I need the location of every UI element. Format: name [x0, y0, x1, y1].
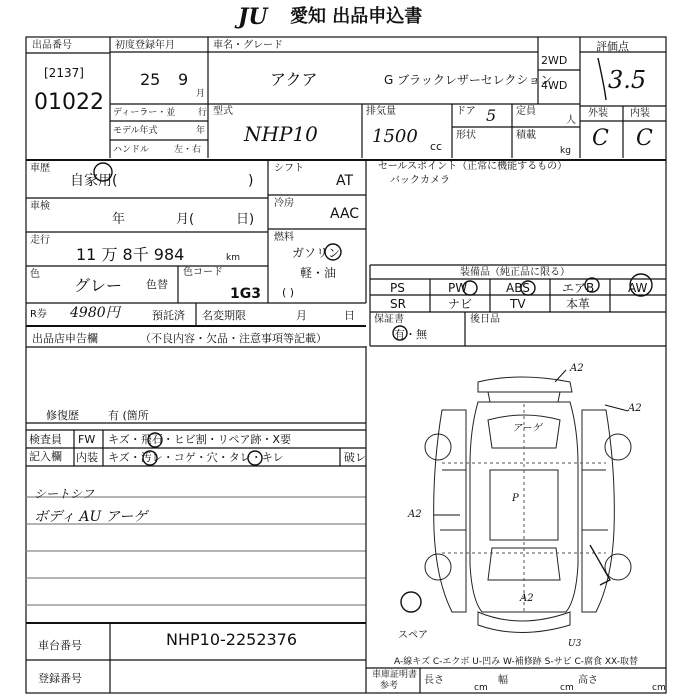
color-label: 色	[30, 269, 40, 280]
warranty-label: 保証書	[374, 314, 404, 325]
door-value: 5	[486, 106, 497, 125]
model-year-unit: 年	[196, 126, 206, 136]
shift-value: AT	[336, 173, 354, 189]
cap-label: 定員	[516, 106, 536, 117]
load-unit: kg	[560, 146, 571, 156]
int-items: キズ・汚レ・コゲ・穴・タレ・キレ	[108, 451, 284, 464]
history-value: 自家用(	[70, 173, 118, 189]
handle-value: 左・右	[174, 145, 202, 155]
entry-label: 記入欄	[29, 450, 62, 463]
lot-label: 出品番号	[32, 40, 72, 51]
history-label: 車歴	[30, 163, 50, 174]
equip-tv: TV	[510, 297, 526, 311]
shift-label: シフト	[274, 163, 304, 174]
dim-length: 長さ	[424, 675, 444, 686]
disp-label: 排気量	[366, 106, 396, 117]
color-code: 1G3	[230, 286, 261, 302]
chassis-label: 車台番号	[38, 639, 82, 652]
cap-unit: 人	[566, 115, 576, 126]
report-note: （不良内容・欠品・注意事項等記載）	[140, 332, 327, 345]
dim-width: 幅	[498, 675, 508, 686]
disp-unit: cc	[430, 140, 443, 153]
int-label-report: 内装	[76, 451, 98, 464]
inspect-label: 車検	[30, 201, 50, 212]
reg-year: 25	[140, 70, 161, 89]
2wd-label: 2WD	[541, 54, 568, 67]
type-label: 型式	[213, 106, 233, 117]
dim-label: 車庫証明書	[372, 670, 418, 680]
dealer-unit: 行	[198, 108, 208, 118]
int-end: 破レ	[344, 451, 366, 464]
report-title: 出品店申告欄	[32, 332, 98, 345]
mark-a2-left: A2	[408, 509, 422, 520]
header-logo: JU	[238, 4, 268, 30]
ext-label: 外装	[588, 108, 608, 119]
spare-label: スペア	[398, 630, 428, 641]
inspect-month: 月(	[176, 212, 195, 227]
history-close: )	[248, 173, 254, 189]
mileage-value: 11 万 8千 984	[76, 245, 185, 264]
4wd-label: 4WD	[541, 79, 568, 92]
mark-p: P	[512, 493, 519, 504]
equip-label: 装備品（純正品に限る）	[460, 267, 570, 278]
equip-aw: AW	[628, 281, 648, 295]
equip-ps: PS	[390, 281, 405, 295]
mileage-unit: km	[226, 253, 240, 263]
disp-value: 1500	[372, 126, 418, 147]
reg-month: 9	[178, 70, 189, 89]
diagram-legend: A-線キズ C-エクボ U-凹み W-補修跡 S-サビ C-腐食 XX-取替	[394, 657, 638, 667]
reg-month-unit: 月	[196, 89, 206, 99]
inspect-day: 日)	[236, 212, 255, 227]
after-label: 後日品	[470, 314, 500, 325]
mark-a2-top: A2	[570, 363, 584, 374]
equip-leather: 本革	[566, 297, 591, 311]
door-label: ドア	[456, 106, 476, 117]
handle-label: ハンドル	[113, 145, 150, 155]
ac-label: 冷房	[274, 198, 294, 209]
dim-sub: 参考	[380, 681, 399, 691]
dim-height: 高さ	[578, 675, 598, 686]
shape-label: 形状	[456, 130, 476, 141]
hand-note-2: ボディ AU アーゲ	[34, 509, 148, 525]
int-label: 内装	[630, 108, 650, 119]
model-year-label: モデル年式	[113, 126, 158, 136]
dim-length-unit: cm	[474, 683, 488, 693]
mark-u3: U3	[568, 639, 582, 649]
dim-height-unit: cm	[652, 683, 666, 693]
fuel-paren: ( )	[282, 286, 295, 299]
dim-width-unit: cm	[560, 683, 574, 693]
repair-value: 有 (箇所	[108, 409, 149, 422]
hand-note-1: シートシフ	[34, 487, 95, 501]
color-change: 色替	[146, 278, 168, 291]
name-label: 車名・グレード	[213, 40, 283, 51]
name-period-month: 月	[296, 309, 307, 322]
mark-roof: アーゲ	[512, 423, 542, 434]
selling-label: セールスポイント（正常に機能するもの）	[378, 161, 568, 172]
load-label: 積載	[516, 130, 536, 141]
mark-a2-right: A2	[628, 403, 642, 414]
warranty-value: 有・無	[394, 328, 427, 341]
lot-bracket: [2137]	[44, 66, 84, 80]
repair-label: 修復歴	[46, 409, 79, 422]
equip-airbag: エアB	[562, 281, 595, 295]
equip-navi: ナビ	[448, 297, 473, 311]
eval-label: 評価点	[596, 40, 629, 53]
fuel-label: 燃料	[274, 232, 294, 243]
mark-a2-rear: A2	[520, 593, 534, 604]
reg-no-label: 登録番号	[38, 672, 82, 685]
type-value: NHP10	[244, 122, 318, 146]
header-title: 愛知 出品申込書	[290, 6, 423, 27]
fw-items: キズ・飛石・ヒビ割・リペア跡・X要	[108, 433, 292, 446]
car-name: アクア	[270, 70, 318, 89]
color-value: グレー	[74, 276, 123, 295]
fuel-options: ガソリン	[292, 246, 341, 260]
ext-value: C	[592, 126, 609, 151]
grade: G ブラックレザーセレクション	[384, 73, 553, 87]
equip-sr: SR	[390, 297, 406, 311]
name-period-day: 日	[344, 309, 355, 322]
mileage-label: 走行	[30, 235, 50, 246]
chassis-value: NHP10-2252376	[166, 630, 298, 649]
color-code-label: 色コード	[183, 267, 223, 278]
ac-value: AAC	[330, 206, 360, 222]
r-deposit: 預託済	[152, 309, 185, 322]
fw-label: FW	[78, 433, 96, 446]
inspector-label: 検査員	[29, 433, 62, 446]
inspect-year: 年	[112, 212, 126, 227]
r-value: 4980円	[70, 305, 120, 321]
dealer-label: ディーラー・並	[113, 108, 176, 118]
fuel-options2: 軽・油	[300, 266, 337, 280]
lot-number: 01022	[34, 90, 104, 115]
name-period-label: 名変期限	[202, 309, 246, 322]
equip-abs: ABS	[506, 281, 530, 295]
r-label: R券	[30, 309, 47, 320]
eval-score: 3.5	[608, 66, 647, 94]
equip-pw: PW	[448, 281, 468, 295]
selling-value: バックカメラ	[390, 175, 450, 186]
int-value: C	[636, 126, 653, 151]
reg-label: 初度登録年月	[115, 40, 175, 51]
